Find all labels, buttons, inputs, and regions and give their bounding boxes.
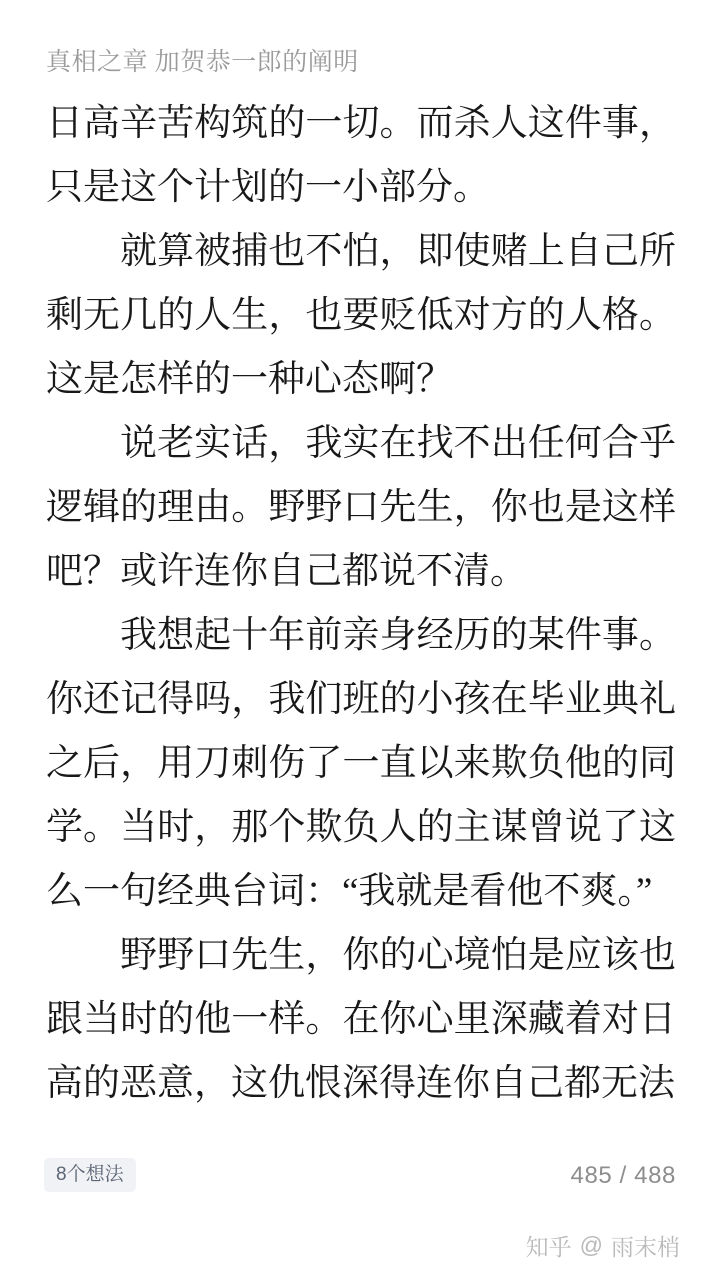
chapter-title-header: 真相之章 加贺恭一郎的阐明 bbox=[46, 49, 359, 76]
page-number-indicator: 485 / 488 bbox=[570, 1162, 676, 1189]
paragraph: 说老实话，我实在找不出任何合乎逻辑的理由。野野口先生，你也是这样吧？或许连你自己都说不清。 bbox=[46, 423, 676, 592]
watermark bbox=[526, 1229, 680, 1262]
book-body-text[interactable] bbox=[46, 92, 676, 1116]
paragraph: 日高辛苦构筑的一切。而杀人这件事，只是这个计划的一小部分。 bbox=[46, 103, 676, 208]
paragraph: 就算被捕也不怕，即使赌上自己所剩无几的人生，也要贬低对方的人格。这是怎样的一种心态啊？ bbox=[46, 231, 676, 400]
thoughts-count-badge[interactable]: 8个想法 bbox=[44, 1158, 136, 1192]
watermark-username: 雨末梢 bbox=[611, 1234, 680, 1260]
paragraph: 野野口先生，你的心境怕是应该也跟当时的他一样。在你心里深藏着对日高的恶意，这仇恨深得连你自己都无法 bbox=[46, 935, 676, 1104]
at-symbol: @ bbox=[579, 1232, 603, 1258]
zhihu-logo: 知乎 bbox=[525, 1234, 572, 1260]
paragraph: 我想起十年前亲身经历的某件事。你还记得吗，我们班的小孩在毕业典礼之后，用刀刺伤了一直以来欺负他的同学。当时，那个欺负人的主谋曾说了这么一句经典台词：“我就是看他不爽。” bbox=[46, 615, 676, 912]
reader-footer bbox=[0, 1158, 720, 1204]
